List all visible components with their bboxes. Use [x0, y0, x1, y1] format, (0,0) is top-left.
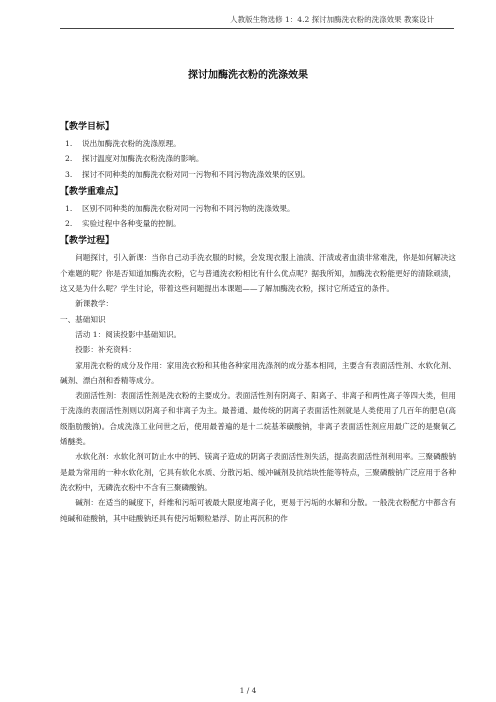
list-item [60, 216, 456, 231]
list-text: 探讨不同种类的加酶洗衣粉对同一污物和不同污物洗涤效果的区别。 [82, 169, 310, 179]
composition-paragraph: 家用洗衣粉的成分及作用：家用洗衣粉和其他各种家用洗涤剂的成分基本相同，主要含有表面活性剂、水软化剂、碱剂、漂白剂和香精等成分。 [60, 360, 456, 385]
list-number: 3. [65, 169, 73, 179]
list-item [60, 201, 456, 216]
list-item [60, 167, 456, 182]
list-text: 实验过程中各种变量的控制。 [82, 219, 181, 229]
document-body [60, 117, 456, 526]
list-number: 2. [65, 219, 73, 229]
surfactant-paragraph: 表面活性剂：表面活性剂是洗衣粉的主要成分。表面活性剂有阴离子、阳离子、非离子和两性离子等四大类，但用于洗涤的表面活性剂则以阴离子和非离子为主。最普通、最传统的阴离子表面活性剂就是人类使用了几百年的肥皂(高级脂肪酸钠)。合成洗涤工业问世之后，使用最普遍的是十二烷基苯磺酸钠，非离子表面活性剂应用最广泛的是聚氧乙烯醚类。 [60, 391, 456, 447]
list-number: 1. [65, 203, 73, 213]
list-number: 1. [65, 139, 73, 148]
section-heading-process: 【教学过程】 [60, 236, 115, 247]
projection-line: 投影：补充资料： [75, 345, 136, 355]
list-text: 说出加酶洗衣粉的洗涤原理。 [82, 139, 181, 148]
new-lesson-label: 新课教学： [75, 299, 114, 309]
basic-knowledge-heading: 一、基础知识 [60, 314, 106, 324]
document-title: 探讨加酶洗衣粉的洗涤效果 [188, 70, 308, 81]
intro-paragraph: 问题探讨，引入新课：当你自己动手洗衣服的时候，会发现衣服上油渍、汗渍或者血渍非常难洗，你是如何解决这个难题的呢？你是否知道加酶洗衣粉，它与普通洗衣粉相比有什么优点呢？据我所知，加酶洗衣粉能更好的清除顽渍，这又是为什么呢？学生讨论，带着这些问题提出本课题——了解加酶洗衣粉，探讨它所适宜的条件。 [60, 253, 456, 294]
header-divider [60, 28, 454, 29]
section-heading-key: 【教学重难点】 [60, 186, 124, 197]
list-number: 2. [65, 154, 73, 164]
page-header [0, 14, 496, 25]
list-item [60, 136, 456, 151]
page-number: 1 / 4 [239, 686, 257, 695]
softener-paragraph: 水软化剂：水软化剂可防止水中的钙、镁离子造成的阴离子表面活性剂失活，提高表面活性剂利用率。三聚磷酸钠是最为常用的一种水软化剂，它具有软化水质、分散污垢、缓冲碱剂及抗结块性能等特点，三聚磷酸钠广泛应用于各种洗衣粉中，无磷洗衣粉中不含有三聚磷酸钠。 [60, 452, 456, 492]
section-heading-goals: 【教学目标】 [60, 122, 115, 132]
activity-line: 活动 1：阅读投影中基础知识。 [75, 329, 182, 339]
list-item [60, 151, 456, 166]
alkali-paragraph: 碱剂：在适当的碱度下，纤维和污垢可被最大限度地离子化，更易于污垢的水解和分散。一般洗衣粉配方中都含有纯碱和硅酸钠，其中硅酸钠还具有使污垢颗粒悬浮、防止再沉积的作 [60, 498, 456, 523]
header-text: 人教版生物选修 1：4.2 探讨加酶洗衣粉的洗涤效果 教案设计 [230, 15, 434, 24]
list-text: 区别不同种类的加酶洗衣粉对同一污物和不同污物的洗涤效果。 [82, 203, 295, 213]
list-text: 探讨温度对加酶洗衣粉洗涤的影响。 [82, 154, 204, 164]
